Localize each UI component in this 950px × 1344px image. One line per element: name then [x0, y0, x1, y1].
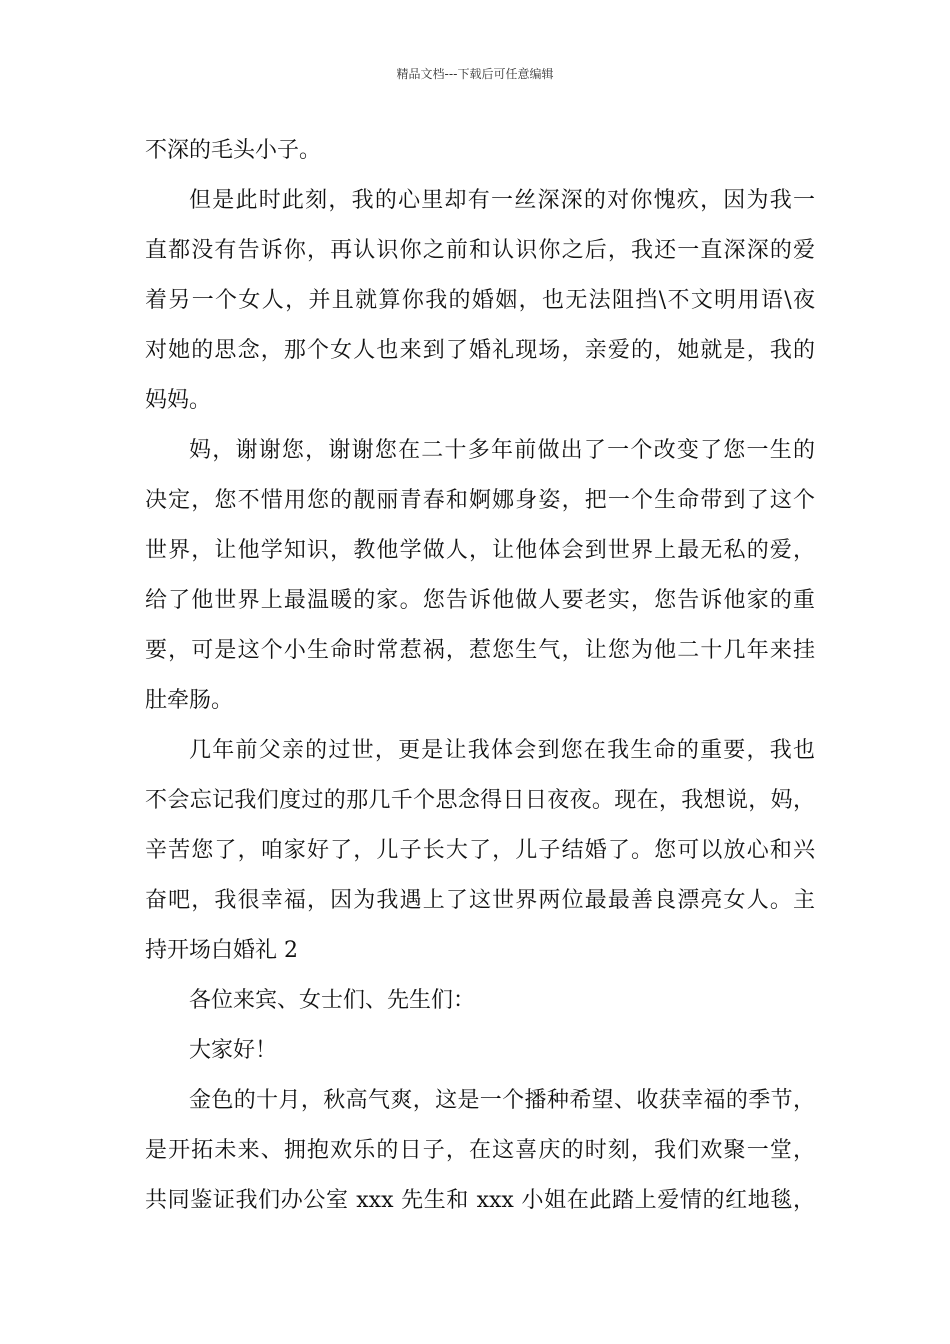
text-line: 妈妈。: [145, 388, 212, 413]
text-line: 辛苦您了，咱家好了，儿子长大了，儿子结婚了。您可以放心和兴: [145, 838, 815, 863]
text-line: 妈，谢谢您，谢谢您在二十多年前做出了一个改变了您一生的: [189, 438, 815, 463]
text-line: 是开拓未来、拥抱欢乐的日子，在这喜庆的时刻，我们欢聚一堂，: [145, 1138, 815, 1163]
text-line: 给了他世界上最温暖的家。您告诉他做人要老实，您告诉他家的重: [145, 588, 815, 613]
document-body: [145, 131, 815, 1231]
text-line: 大家好！: [189, 1038, 278, 1063]
text-line: 要，可是这个小生命时常惹祸，惹您生气，让您为他二十几年来挂: [145, 638, 815, 663]
text-line: 共同鉴证我们办公室 xxx 先生和 xxx 小姐在此踏上爱情的红地毯，: [145, 1188, 815, 1213]
text-line: 决定，您不惜用您的靓丽青春和婀娜身姿，把一个生命带到了这个: [145, 488, 815, 513]
text-line: 几年前父亲的过世，更是让我体会到您在我生命的重要，我也: [189, 738, 815, 763]
text-line: 对她的思念，那个女人也来到了婚礼现场，亲爱的，她就是，我的: [145, 338, 815, 363]
text-line: 但是此时此刻，我的心里却有一丝深深的对你愧疚，因为我一: [189, 188, 815, 213]
text-line: 各位来宾、女士们、先生们：: [189, 988, 476, 1013]
text-line: 直都没有告诉你，再认识你之前和认识你之后，我还一直深深的爱: [145, 238, 815, 263]
text-line: 着另一个女人，并且就算你我的婚姻，也无法阻挡\不文明用语\夜: [145, 288, 815, 313]
text-line: 金色的十月，秋高气爽，这是一个播种希望、收获幸福的季节，: [189, 1088, 815, 1113]
text-line: 奋吧，我很幸福，因为我遇上了这世界两位最最善良漂亮女人。主: [145, 888, 815, 913]
text-line: 持开场白婚礼 2: [145, 938, 298, 963]
text-line: 不深的毛头小子。: [145, 138, 322, 163]
text-line: 肚牵肠。: [145, 688, 234, 713]
text-line: 世界，让他学知识，教他学做人，让他体会到世界上最无私的爱，: [145, 538, 815, 563]
text-line: 不会忘记我们度过的那几千个思念得日日夜夜。现在，我想说，妈，: [145, 788, 815, 813]
page-header: 精品文档---下载后可任意编辑: [396, 67, 554, 81]
